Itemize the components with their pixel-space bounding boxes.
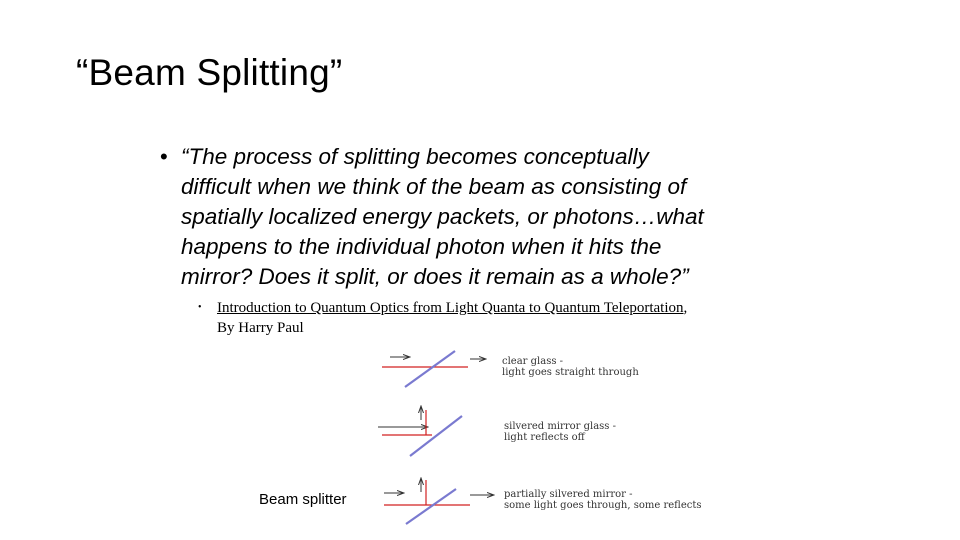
- citation-comma: ,: [683, 300, 688, 316]
- beam-splitting-diagram: [370, 340, 710, 530]
- partial-mirror-panel: [384, 478, 494, 524]
- caption-line: clear glass -: [502, 356, 564, 367]
- quote-line: spatially localized energy packets, or photons…what: [181, 204, 704, 229]
- partial-mirror-caption: [504, 489, 702, 511]
- beam-splitter-label: Beam splitter: [259, 491, 347, 508]
- caption-line: some light goes through, some reflects: [504, 500, 702, 511]
- mirror-pane: [410, 416, 462, 456]
- glass-pane: [405, 351, 455, 387]
- silvered-mirror-caption: [504, 421, 616, 443]
- quote-line: “The process of splitting becomes conceptually: [181, 144, 649, 169]
- quote-line: happens to the individual photon when it hits the: [181, 234, 662, 259]
- slide-title: “Beam Splitting”: [76, 52, 343, 93]
- clear-glass-caption: [502, 356, 639, 378]
- citation-body: [217, 298, 818, 338]
- quote-line: difficult when we think of the beam as consisting of: [181, 174, 687, 199]
- bullet: •: [198, 302, 202, 313]
- book-title-link[interactable]: Introduction to Quantum Optics from Light Quanta to Quantum Teleportation: [217, 300, 684, 316]
- quote-text: [181, 142, 800, 292]
- silvered-mirror-panel: [378, 406, 462, 456]
- clear-glass-panel: [382, 351, 486, 387]
- partial-mirror-pane: [406, 489, 456, 524]
- caption-line: light goes straight through: [502, 367, 639, 378]
- caption-line: partially silvered mirror -: [504, 489, 633, 500]
- caption-line: silvered mirror glass -: [504, 421, 616, 432]
- caption-line: light reflects off: [504, 432, 585, 443]
- bullet: •: [160, 144, 168, 169]
- quote-block: [160, 142, 800, 292]
- citation: [198, 298, 818, 338]
- quote-line: mirror? Does it split, or does it remain as a whole?”: [181, 264, 689, 289]
- citation-author: By Harry Paul: [217, 320, 304, 336]
